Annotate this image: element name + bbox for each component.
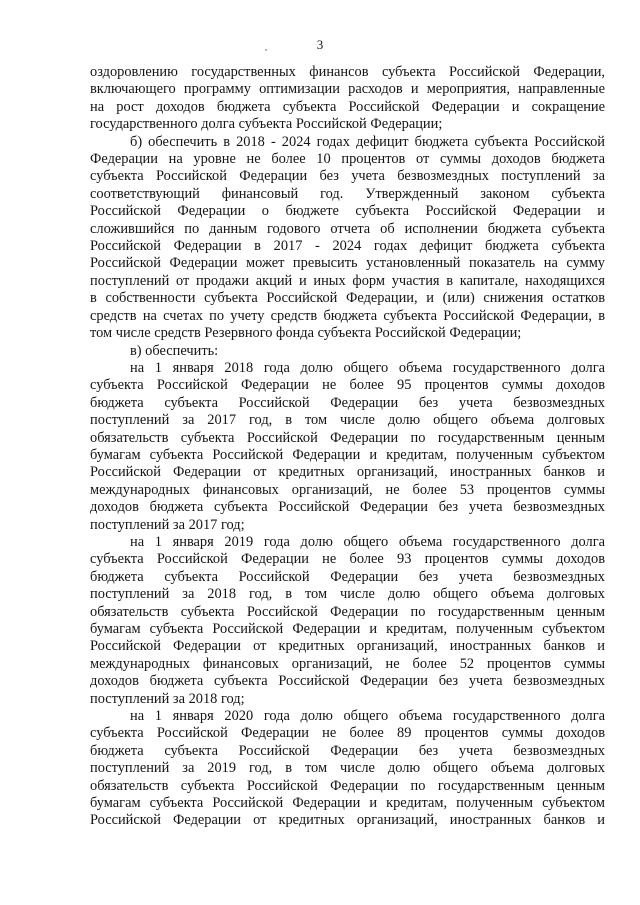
- text-line: Российской Федерации от кредитных организаций, иностранных банков и: [90, 638, 605, 655]
- text-line: в собственности субъекта Российской Федерации, и (или) снижения остатков: [90, 290, 605, 307]
- text-line: международных финансовых организаций, не более 53 процентов суммы: [90, 481, 605, 498]
- text-line: в) обеспечить:: [130, 342, 219, 359]
- text-line: обязательств субъекта Российской Федерации по государственным ценным: [90, 603, 605, 620]
- text-line: поступлений за 2019 год, в том числе долю общего объема долговых: [90, 760, 605, 777]
- text-line: поступлений за 2017 год, в том числе долю общего объема долговых: [90, 412, 605, 429]
- text-line: том числе средств Резервного фонда субъекта Российской Федерации;: [90, 325, 522, 342]
- text-line: поступлений за 2018 год;: [90, 690, 245, 707]
- text-line: Российской Федерации от кредитных организаций, иностранных банков и: [90, 464, 605, 481]
- text-line: доходов бюджета субъекта Российской Федерации без учета безвозмездных: [90, 673, 605, 690]
- text-line: Российской Федерации может превысить установленный показатель на сумму: [90, 255, 605, 272]
- text-line: бюджета субъекта Российской Федерации без учета безвозмездных: [90, 742, 605, 759]
- text-line: субъекта Российской Федерации без учета безвозмездных поступлений за: [90, 168, 605, 185]
- text-line: Российской Федерации о бюджете субъекта Российской Федерации и: [90, 203, 605, 220]
- text-line: субъекта Российской Федерации не более 93 процентов суммы доходов: [90, 551, 605, 568]
- text-line: обязательств субъекта Российской Федерации по государственным ценным: [90, 429, 605, 446]
- text-line: Российской Федерации от кредитных организаций, иностранных банков и: [90, 812, 605, 829]
- text-line: на рост доходов бюджета субъекта Российской Федерации и сокращение: [90, 98, 605, 115]
- text-line: на 1 января 2018 года долю общего объема государственного долга: [130, 359, 605, 376]
- text-line: Российской Федерации в 2017 - 2024 годах дефицит бюджета субъекта: [90, 238, 605, 255]
- text-line: поступлений от продажи акций и иных форм участия в капитале, находящихся: [90, 272, 605, 289]
- text-line: Федерации на уровне не более 10 процентов от суммы доходов бюджета: [90, 151, 605, 168]
- text-line: обязательств субъекта Российской Федерации по государственным ценным: [90, 777, 605, 794]
- text-line: на 1 января 2020 года долю общего объема государственного долга: [130, 708, 605, 725]
- text-line: бюджета субъекта Российской Федерации без учета безвозмездных: [90, 568, 605, 585]
- text-line: бумагам субъекта Российской Федерации и кредитам, полученным субъектом: [90, 446, 605, 463]
- text-line: бумагам субъекта Российской Федерации и кредитам, полученным субъектом: [90, 621, 605, 637]
- text-line: государственного долга субъекта Российской Федерации;: [90, 116, 443, 133]
- page-number: 3: [316, 37, 324, 52]
- text-line: бюджета субъекта Российской Федерации без учета безвозмездных: [90, 394, 605, 411]
- text-line: включающего программу оптимизации расходов и мероприятия, направленные: [90, 81, 605, 98]
- text-line: сложившийся по данным годового отчета об исполнении бюджета субъекта: [90, 220, 605, 237]
- text-line: соответствующий финансовый год. Утвержденный законом субъекта: [90, 185, 605, 202]
- text-line: субъекта Российской Федерации не более 95 процентов суммы доходов: [90, 377, 605, 394]
- scan-speck: [265, 49, 267, 51]
- text-line: на 1 января 2019 года долю общего объема государственного долга: [130, 533, 605, 550]
- text-line: международных финансовых организаций, не более 52 процентов суммы: [90, 655, 605, 672]
- text-line: поступлений за 2018 год, в том числе долю общего объема долговых: [90, 586, 605, 603]
- text-line: оздоровлению государственных финансов субъекта Российской Федерации,: [90, 64, 605, 80]
- text-line: б) обеспечить в 2018 - 2024 годах дефицит бюджета субъекта Российской: [130, 133, 605, 150]
- text-line: субъекта Российской Федерации не более 89 процентов суммы доходов: [90, 725, 605, 742]
- text-line: средств на счетах по учету средств бюджета субъекта Российской Федерации, в: [90, 307, 605, 324]
- text-line: бумагам субъекта Российской Федерации и кредитам, полученным субъектом: [90, 795, 605, 812]
- text-line: поступлений за 2017 год;: [90, 516, 245, 533]
- document-body: [90, 64, 605, 830]
- text-line: доходов бюджета субъекта Российской Федерации без учета безвозмездных: [90, 499, 605, 516]
